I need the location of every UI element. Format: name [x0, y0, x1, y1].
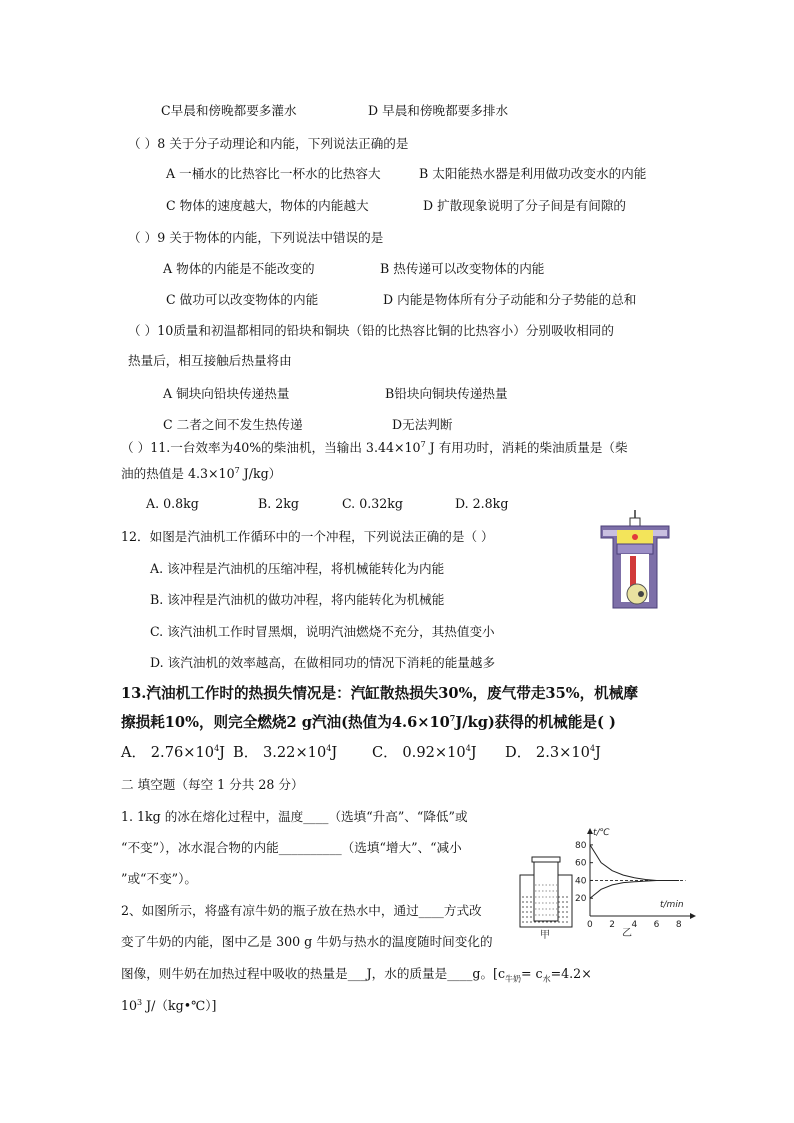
y-tick-label: 80 [575, 840, 587, 851]
q11-option-c: C. 0.32kg [342, 496, 403, 511]
x-tick-label: 8 [675, 920, 682, 930]
q13-option-a: A． $2.76\times 10^4J$ [121, 744, 226, 761]
q8-option-b: B 太阳能热水器是利用做功改变水的内能 [419, 166, 647, 181]
temperature-graph [560, 826, 700, 938]
fill-q2-line3: 图像，则牛奶在加热过程中吸收的热量是___J，水的质量是____g。[$c_{牛奶}= c_水=4.2\times$ [121, 966, 592, 984]
milk-heating-curve [590, 880, 679, 898]
fill-q1-line3: ”或“不变”）。 [121, 871, 197, 886]
q13-stem-cont: 擦损耗10%，则完全燃烧2 g汽油(热值为$4.6\times 10^7J/kg$)获得的机械能是( ) [121, 713, 616, 731]
y-tick-label: 20 [575, 894, 587, 905]
q12-option-c: C. 该汽油机工作时冒黑烟，说明汽油燃烧不充分，其热值变小 [150, 624, 495, 639]
engine-diagram [597, 508, 683, 618]
q8-option-a: A 一桶水的比热容比一杯水的比热容大 [166, 166, 381, 181]
q11-option-b: B. 2kg [258, 496, 299, 511]
section-heading: 二 填空题（每空 1 分共 28 分） [121, 777, 304, 792]
q8-option-c: C 物体的速度越大，物体的内能越大 [166, 198, 369, 213]
x-axis-label: t/min [660, 900, 684, 910]
q9-option-d: D 内能是物体所有分子动能和分子势能的总和 [383, 292, 637, 307]
q12-stem: 12．如图是汽油机工作循环中的一个冲程，下列说法正确的是（ ） [121, 529, 494, 544]
q9-option-b: B 热传递可以改变物体的内能 [380, 261, 545, 276]
caption-yi: 乙 [622, 928, 632, 938]
piston [617, 544, 653, 554]
y-tick-label: 40 [575, 876, 587, 887]
q13-option-b: B． $3.22\times 10^4J$ [233, 744, 338, 761]
q8-option-d: D 扩散现象说明了分子间是有间隙的 [423, 198, 627, 213]
crank-pin [638, 591, 644, 597]
q13-option-d: D． $2.3\times 10^4J$ [505, 744, 601, 761]
q12-option-b: B. 该冲程是汽油机的做功冲程，将内能转化为机械能 [150, 592, 445, 607]
q8-stem: （ ）8 关于分子动理论和内能，下列说法正确的是 [128, 136, 409, 151]
x-tick-label: 4 [631, 920, 638, 930]
fill-q2-line1: 2、如图所示，将盛有凉牛奶的瓶子放在热水中，通过____方式改 [121, 903, 482, 918]
q10-stem-cont: 热量后，相互接触后热量将由 [128, 353, 292, 368]
fill-q2-line2: 变了牛奶的内能，图中乙是 300 g 牛奶与热水的温度随时间变化的 [121, 934, 493, 949]
spark-plug [630, 518, 640, 526]
y-tick-label: 60 [575, 858, 587, 869]
q10-option-c: C 二者之间不发生热传递 [163, 417, 303, 432]
q12-option-d: D. 该汽油机的效率越高，在做相同功的情况下消耗的能量越多 [150, 655, 496, 670]
q10-option-d: D无法判断 [392, 417, 453, 432]
q11-option-d: D. 2.8kg [455, 496, 509, 511]
x-tick-label: 0 [587, 920, 593, 930]
q10-option-a: A 铜块向铅块传递热量 [163, 386, 290, 401]
q7-option-c: C早晨和傍晚都要多灌水 [161, 103, 297, 118]
x-tick-label: 6 [653, 920, 660, 930]
q11-stem-cont: 油的热值是 $4.3\times 10^7$ J/kg） [121, 465, 282, 481]
fill-q1-line1: 1. 1kg 的冰在熔化过程中，温度____（选填“升高”、“降低”或 [121, 809, 468, 824]
x-axis-arrow [690, 913, 696, 919]
fill-q1-line2: “不变”），冰水混合物的内能__________（选填“增大”、“减小 [121, 840, 462, 855]
q12-option-a: A. 该冲程是汽油机的压缩冲程，将机械能转化为内能 [150, 561, 445, 576]
valve-right [653, 530, 667, 536]
connecting-rod [630, 556, 636, 588]
caption-jia: 甲 [540, 930, 550, 940]
spark [632, 534, 638, 540]
valve-left [603, 530, 617, 536]
q9-option-c: C 做功可以改变物体的内能 [166, 292, 319, 307]
water-cooling-curve [590, 845, 679, 881]
q10-stem: （ ）10质量和初温都相同的铅块和铜块（铅的比热容比铜的比热容小）分别吸收相同的 [128, 323, 614, 338]
y-axis-label: t/℃ [593, 828, 610, 838]
x-tick-label: 2 [609, 920, 615, 930]
q11-stem: （ ）11.一台效率为40%的柴油机，当输出 $3.44\times 10^7$ J 有用功时，消耗的柴油质量是（柴 [121, 439, 628, 455]
fill-q2-line4: $10^3$ J/（kg•℃）] [121, 997, 217, 1013]
q13-option-c: C． $0.92\times 10^4J$ [372, 744, 477, 761]
q10-option-b: B铅块向铜块传递热量 [385, 386, 508, 401]
bottle-cap [532, 857, 560, 862]
q11-option-a: A. 0.8kg [146, 496, 199, 511]
q9-stem: （ ）9 关于物体的内能，下列说法中错误的是 [128, 230, 384, 245]
q13-stem: 13.汽油机工作时的热损失情况是：汽缸散热损失30%，废气带走35%，机械摩 [121, 685, 638, 702]
q9-option-a: A 物体的内能是不能改变的 [163, 261, 315, 276]
q7-option-d: D 早晨和傍晚都要多排水 [368, 103, 509, 118]
